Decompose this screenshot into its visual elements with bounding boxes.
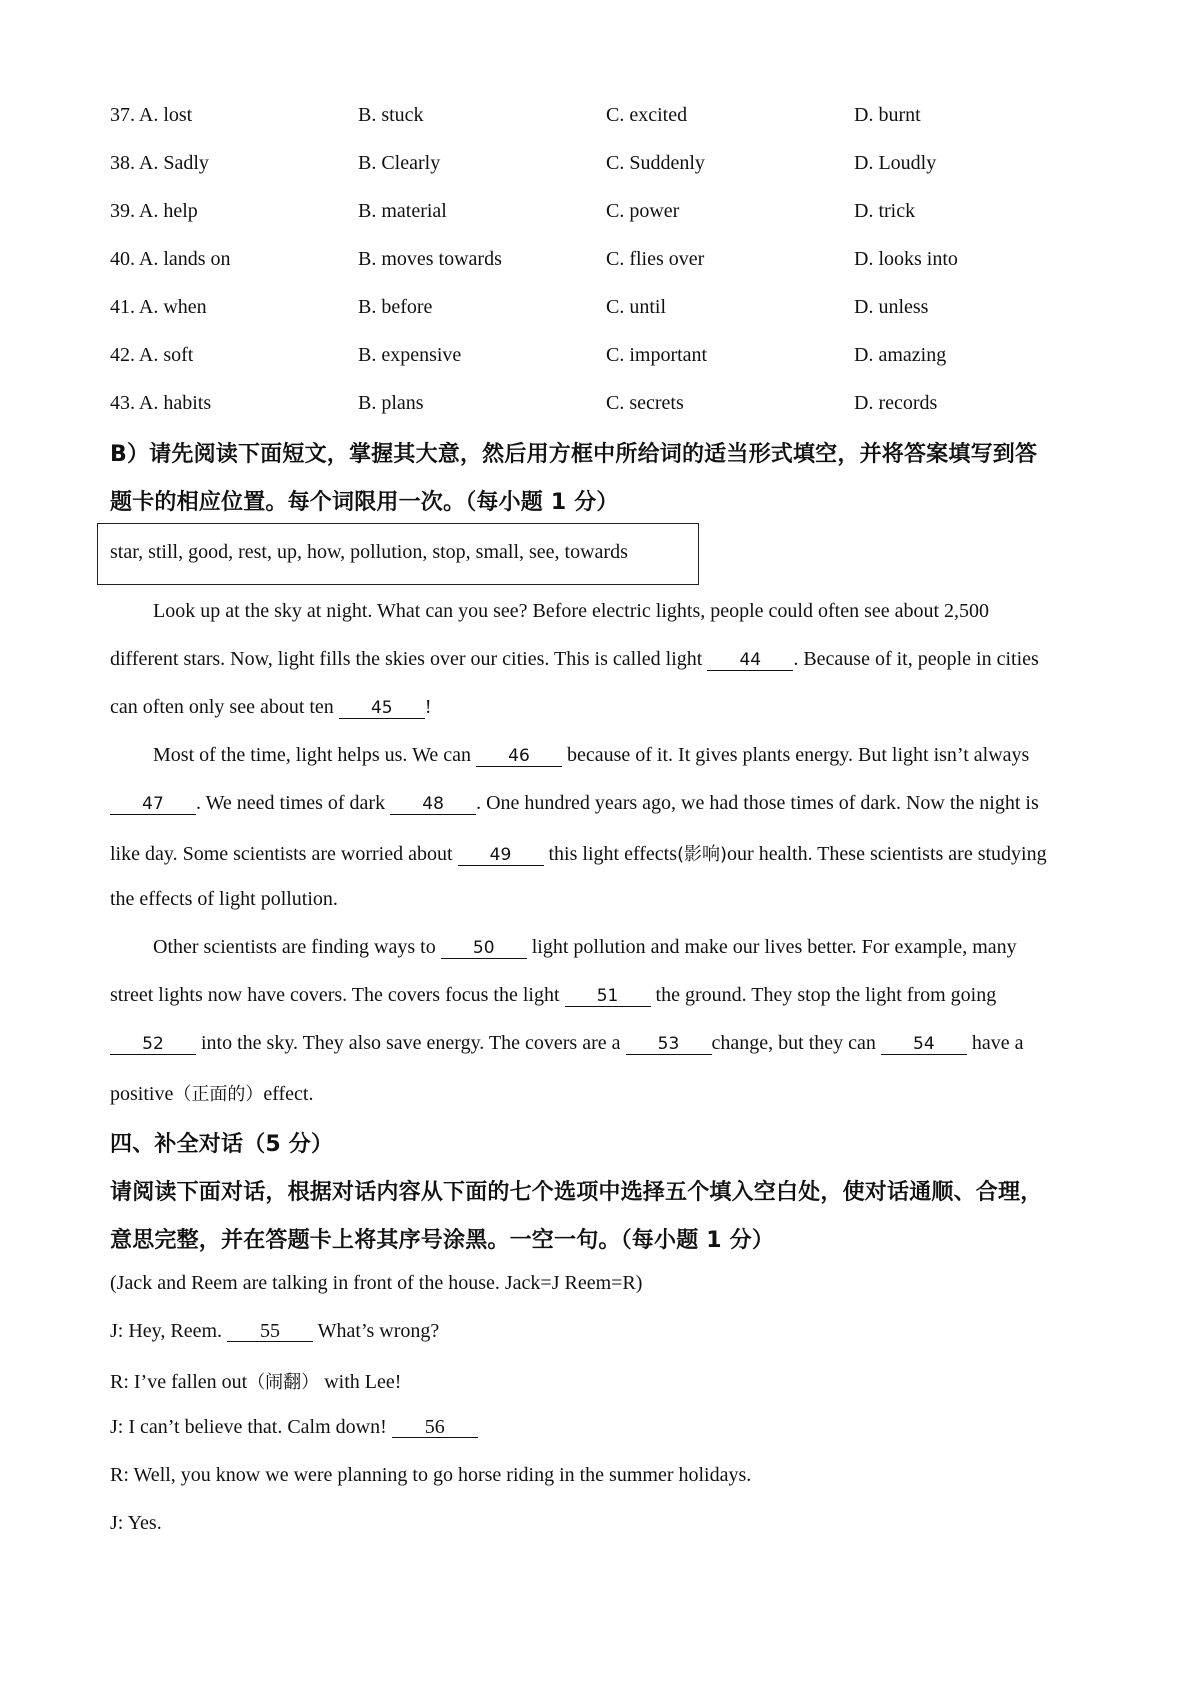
option-a: 38. A. Sadly	[110, 152, 209, 174]
dialogue-text: J: I can’t believe that. Calm down!	[110, 1416, 392, 1438]
option-c: C. power	[606, 200, 680, 222]
blank-55[interactable]: 55	[227, 1321, 313, 1342]
option-b: B. Clearly	[358, 152, 441, 174]
passage-text: effect.	[263, 1083, 314, 1105]
option-b: B. stuck	[358, 104, 424, 126]
passage-text: . Because of it, people in cities	[793, 648, 1039, 670]
word-box-text: star, still, good, rest, up, how, pollution, stop, small, see, towards	[110, 541, 628, 563]
passage-text: street lights now have covers. The covers focus the light	[110, 984, 565, 1006]
passage-text: . We need times of dark	[196, 792, 391, 814]
passage-text: have a	[966, 1032, 1024, 1054]
passage-line	[110, 696, 431, 719]
blank-46[interactable]: 46	[476, 746, 562, 767]
option-d: D. trick	[854, 200, 916, 222]
passage-text: like day. Some scientists are worried about	[110, 843, 458, 865]
passage-text: the ground. They stop the light from going	[650, 984, 997, 1006]
blank-47[interactable]: 47	[110, 794, 196, 815]
blank-53[interactable]: 53	[626, 1034, 712, 1055]
passage-line	[153, 600, 989, 623]
passage-text: Look up at the sky at night. What can you see? Before electric lights, people could often see about 2,500	[153, 600, 990, 622]
option-row-40	[0, 248, 1200, 278]
passage-line	[110, 792, 1039, 815]
dialogue-gloss: （闹翻）	[247, 1372, 320, 1393]
dialogue-text: with Lee!	[319, 1371, 402, 1393]
blank-49[interactable]: 49	[458, 845, 544, 866]
option-row-42	[0, 344, 1200, 374]
passage-text: our health. These scientists are studying	[727, 843, 1047, 865]
option-b: B. expensive	[358, 344, 462, 366]
option-a: 37. A. lost	[110, 104, 193, 126]
passage-text: can often only see about ten	[110, 696, 339, 718]
dialogue-line	[110, 1416, 478, 1439]
passage-text: this light effects	[543, 843, 677, 865]
passage-text: positive	[110, 1083, 174, 1105]
section-4-instruction-2: 意思完整，并在答题卡上将其序号涂黑。一空一句。（每小题 1 分）	[110, 1228, 775, 1253]
passage-text: Most of the time, light helps us. We can	[153, 744, 476, 766]
passage-text: different stars. Now, light fills the skies over our cities. This is called light	[110, 648, 708, 670]
option-a: 39. A. help	[110, 200, 198, 222]
passage-line	[110, 984, 996, 1007]
dialogue-text: What’s wrong?	[313, 1320, 440, 1342]
passage-text: the effects of light pollution.	[110, 888, 338, 910]
option-a: 41. A. when	[110, 296, 207, 318]
passage-text: !	[424, 696, 432, 718]
option-d: D. amazing	[854, 344, 947, 366]
dialogue-text: R: I’ve fallen out	[110, 1371, 248, 1393]
passage-line	[110, 840, 1047, 866]
blank-44[interactable]: 44	[707, 650, 793, 671]
dialogue-line	[110, 1368, 401, 1394]
passage-line	[110, 1032, 1024, 1055]
option-d: D. unless	[854, 296, 929, 318]
word-box	[97, 523, 699, 585]
blank-45[interactable]: 45	[339, 698, 425, 719]
option-row-38	[0, 152, 1200, 182]
option-b: B. material	[358, 200, 447, 222]
option-c: C. until	[606, 296, 667, 318]
blank-50[interactable]: 50	[441, 938, 527, 959]
option-c: C. important	[606, 344, 708, 366]
option-d: D. Loudly	[854, 152, 937, 174]
option-c: C. excited	[606, 104, 688, 126]
passage-text: change, but they can	[711, 1032, 881, 1054]
passage-text: because of it. It gives plants energy. But light isn’t always	[561, 744, 1030, 766]
section-4-instruction-1: 请阅读下面对话，根据对话内容从下面的七个选项中选择五个填入空白处，使对话通顺、合理，	[110, 1180, 1043, 1205]
option-c: C. secrets	[606, 392, 684, 414]
passage-line	[110, 648, 1039, 671]
passage-text: . One hundred years ago, we had those times of dark. Now the night is	[476, 792, 1039, 814]
option-row-39	[0, 200, 1200, 230]
option-row-43	[0, 392, 1200, 422]
passage-text: Other scientists are finding ways to	[153, 936, 441, 958]
option-b: B. before	[358, 296, 433, 318]
blank-52[interactable]: 52	[110, 1034, 196, 1055]
option-d: D. records	[854, 392, 938, 414]
dialogue-line: J: Yes.	[110, 1512, 162, 1534]
option-a: 40. A. lands on	[110, 248, 231, 270]
blank-54[interactable]: 54	[881, 1034, 967, 1055]
passage-text: into the sky. They also save energy. The covers are a	[196, 1032, 626, 1054]
section-4-title: 四、补全对话（5 分）	[110, 1132, 334, 1157]
blank-48[interactable]: 48	[390, 794, 476, 815]
passage-gloss: (影响)	[677, 844, 728, 865]
passage-line	[110, 888, 338, 911]
passage-line	[153, 936, 1017, 959]
option-c: C. flies over	[606, 248, 705, 270]
option-d: D. burnt	[854, 104, 921, 126]
passage-text: light pollution and make our lives better. For example, many	[526, 936, 1017, 958]
blank-51[interactable]: 51	[565, 986, 651, 1007]
passage-gloss: （正面的）	[173, 1084, 264, 1105]
dialogue-line	[110, 1320, 439, 1343]
option-c: C. Suddenly	[606, 152, 705, 174]
option-a: 43. A. habits	[110, 392, 212, 414]
dialogue-line: R: Well, you know we were planning to go horse riding in the summer holidays.	[110, 1464, 752, 1486]
dialogue-intro: (Jack and Reem are talking in front of the house. Jack=J Reem=R)	[110, 1272, 643, 1294]
passage-line	[153, 744, 1029, 767]
option-b: B. moves towards	[358, 248, 502, 270]
option-row-41	[0, 296, 1200, 326]
dialogue-text: J: Hey, Reem.	[110, 1320, 228, 1342]
option-d: D. looks into	[854, 248, 958, 270]
section-b-instruction-2: 题卡的相应位置。每个词限用一次。（每小题 1 分）	[110, 490, 619, 515]
option-b: B. plans	[358, 392, 424, 414]
blank-56[interactable]: 56	[392, 1417, 478, 1438]
option-a: 42. A. soft	[110, 344, 194, 366]
passage-line	[110, 1080, 314, 1106]
option-row-37	[0, 104, 1200, 134]
section-b-instruction-1: B）请先阅读下面短文，掌握其大意，然后用方框中所给词的适当形式填空，并将答案填写到答	[110, 442, 1038, 467]
